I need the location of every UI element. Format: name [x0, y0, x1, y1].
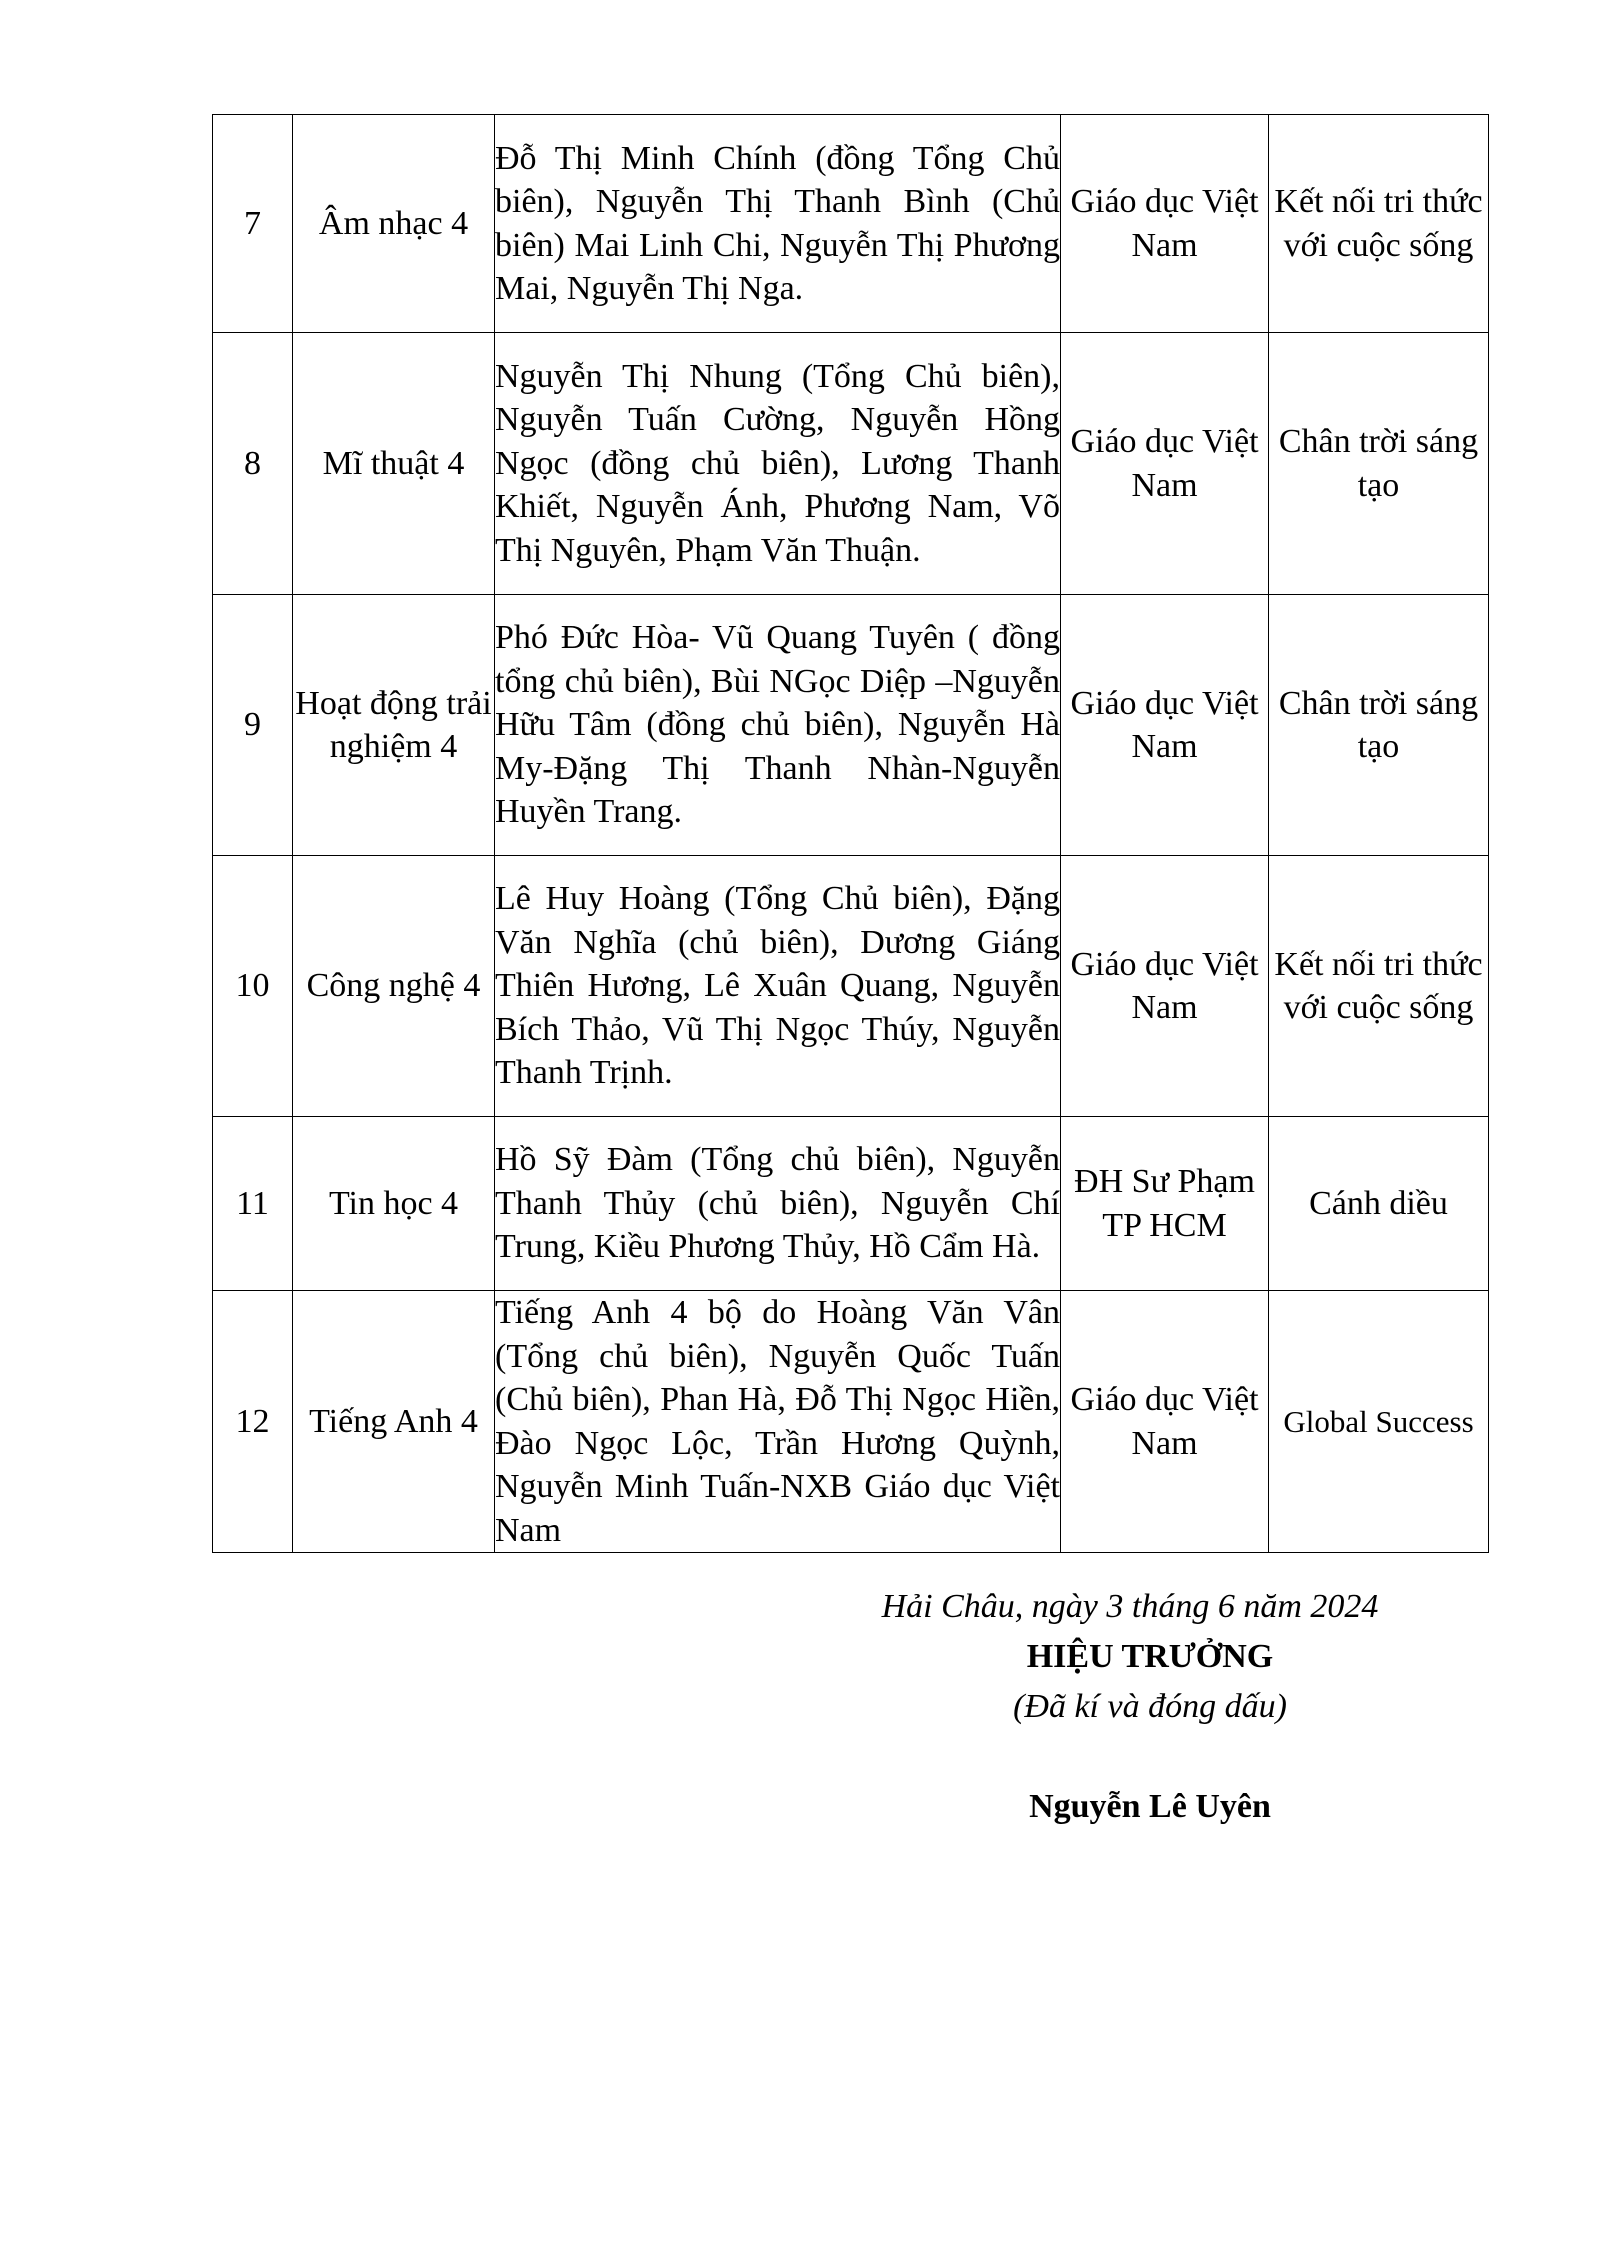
publisher-cell: Giáo dục Việt Nam: [1061, 333, 1269, 595]
table-row: [213, 595, 1489, 856]
authors-cell: Nguyễn Thị Nhung (Tổng Chủ biên), Nguyễn Tuấn Cường, Nguyễn Hồng Ngọc (đồng chủ biên), Lương Thanh Khiết, Nguyễn Ánh, Phương Nam, Võ Thị Nguyên, Phạm Văn Thuận.: [495, 333, 1061, 595]
series-cell: Global Success: [1269, 1291, 1489, 1553]
publisher-cell: Giáo dục Việt Nam: [1061, 115, 1269, 333]
subject-cell: Công nghệ 4: [293, 856, 495, 1117]
row-number: 10: [213, 856, 293, 1117]
signer-name: Nguyễn Lê Uyên: [1029, 1788, 1271, 1825]
series-cell: Cánh diều: [1269, 1117, 1489, 1291]
table-row: [213, 1291, 1489, 1553]
series-cell: Chân trời sáng tạo: [1269, 333, 1489, 595]
table-row: [213, 1117, 1489, 1291]
authors-cell: Đỗ Thị Minh Chính (đồng Tổng Chủ biên), Nguyễn Thị Thanh Bình (Chủ biên) Mai Linh Chi, Nguyễn Thị Phương Mai, Nguyễn Thị Nga.: [495, 115, 1061, 333]
table-row: [213, 856, 1489, 1117]
row-number: 11: [213, 1117, 293, 1291]
signer-title: HIỆU TRƯỞNG: [1026, 1638, 1274, 1675]
series-cell: Kết nối tri thức với cuộc sống: [1269, 115, 1489, 333]
table-row: [213, 333, 1489, 595]
subject-cell: Âm nhạc 4: [293, 115, 495, 333]
authors-cell: Tiếng Anh 4 bộ do Hoàng Văn Vân (Tổng chủ biên), Nguyễn Quốc Tuấn (Chủ biên), Phan Hà, Đỗ Thị Ngọc Hiền, Đào Ngọc Lộc, Trần Hương Quỳnh, Nguyễn Minh Tuấn-NXB Giáo dục Việt Nam: [495, 1291, 1061, 1553]
textbook-table-body: [213, 115, 1489, 1553]
place-date-line: Hải Châu, ngày 3 tháng 6 năm 2024: [881, 1588, 1379, 1625]
publisher-cell: ĐH Sư Phạm TP HCM: [1061, 1117, 1269, 1291]
series-cell: Kết nối tri thức với cuộc sống: [1269, 856, 1489, 1117]
authors-cell: Hồ Sỹ Đàm (Tổng chủ biên), Nguyễn Thanh Thủy (chủ biên), Nguyễn Chí Trung, Kiều Phương Thủy, Hồ Cẩm Hà.: [495, 1117, 1061, 1291]
subject-cell: Tiếng Anh 4: [293, 1291, 495, 1553]
series-cell: Chân trời sáng tạo: [1269, 595, 1489, 856]
authors-cell: Phó Đức Hòa- Vũ Quang Tuyên ( đồng tổng chủ biên), Bùi NGọc Diệp –Nguyễn Hữu Tâm (đồng chủ biên), Nguyễn Hà My-Đặng Thị Thanh Nhàn-Nguyễn Huyền Trang.: [495, 595, 1061, 856]
subject-cell: Hoạt động trải nghiệm 4: [293, 595, 495, 856]
row-number: 7: [213, 115, 293, 333]
table-row: [213, 115, 1489, 333]
row-number: 12: [213, 1291, 293, 1553]
signature-note: (Đã kí và đóng dấu): [1013, 1688, 1287, 1725]
publisher-cell: Giáo dục Việt Nam: [1061, 595, 1269, 856]
publisher-cell: Giáo dục Việt Nam: [1061, 1291, 1269, 1553]
subject-cell: Mĩ thuật 4: [293, 333, 495, 595]
textbook-table: [212, 114, 1489, 1553]
publisher-cell: Giáo dục Việt Nam: [1061, 856, 1269, 1117]
row-number: 9: [213, 595, 293, 856]
row-number: 8: [213, 333, 293, 595]
subject-cell: Tin học 4: [293, 1117, 495, 1291]
authors-cell: Lê Huy Hoàng (Tổng Chủ biên), Đặng Văn Nghĩa (chủ biên), Dương Giáng Thiên Hương, Lê Xuân Quang, Nguyễn Bích Thảo, Vũ Thị Ngọc Thúy, Nguyễn Thanh Trịnh.: [495, 856, 1061, 1117]
